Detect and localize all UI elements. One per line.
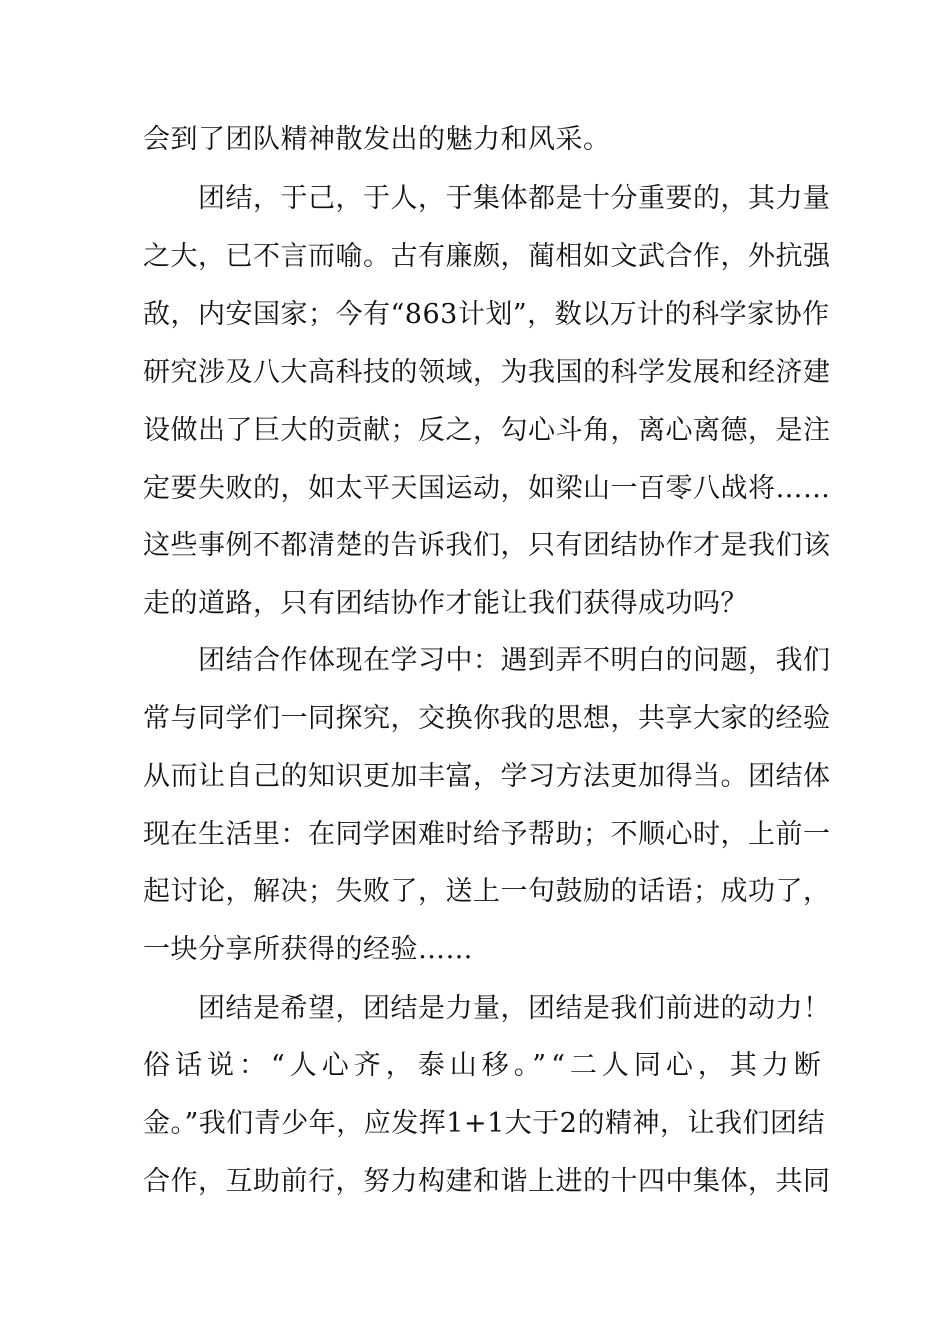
- text-line-1: 会到了团队精神散发出的魅力和风采。: [143, 124, 611, 155]
- text-line-19: 合作，互助前行，努力构建和谐上进的十四中集体，共同: [143, 1166, 831, 1197]
- text-line-15: 一块分享所获得的经验……: [143, 934, 473, 965]
- text-line-17: 俗话说：“人心齐，泰山移。”“二人同心，其力断: [143, 1050, 826, 1081]
- text-line-9: 走的道路，只有团结协作才能让我们获得成功吗？: [143, 588, 748, 619]
- text-line-2: 团结，于己，于人，于集体都是十分重要的，其力量: [198, 183, 831, 214]
- text-line-13: 现在生活里：在同学困难时给予帮助；不顺心时，上前一: [143, 819, 831, 850]
- text-line-14: 起讨论，解决；失败了，送上一句鼓励的话语；成功了，: [143, 876, 831, 907]
- text-line-11: 常与同学们一同探究，交换你我的思想，共享大家的经验: [143, 703, 831, 734]
- text-line-6: 设做出了巨大的贡献；反之，勾心斗角，离心离德，是注: [143, 415, 831, 446]
- text-line-10: 团结合作体现在学习中：遇到弄不明白的问题，我们: [198, 645, 831, 676]
- text-line-5: 研究涉及八大高科技的领域，为我国的科学发展和经济建: [143, 357, 831, 388]
- text-line-3: 之大，已不言而喻。古有廉颇，蔺相如文武合作，外抗强: [143, 241, 831, 272]
- text-line-18: 金。”我们青少年，应发挥1+1大于2的精神，让我们团结: [143, 1108, 825, 1139]
- text-line-7: 定要失败的，如太平天国运动，如梁山一百零八战将……: [143, 473, 831, 504]
- text-line-16: 团结是希望，团结是力量，团结是我们前进的动力！: [198, 993, 831, 1024]
- text-line-4: 敌，内安国家；今有“863计划”，数以万计的科学家协作: [143, 299, 830, 330]
- text-line-8: 这些事例不都清楚的告诉我们，只有团结协作才是我们该: [143, 530, 831, 561]
- text-line-12: 从而让自己的知识更加丰富，学习方法更加得当。团结体: [143, 761, 831, 792]
